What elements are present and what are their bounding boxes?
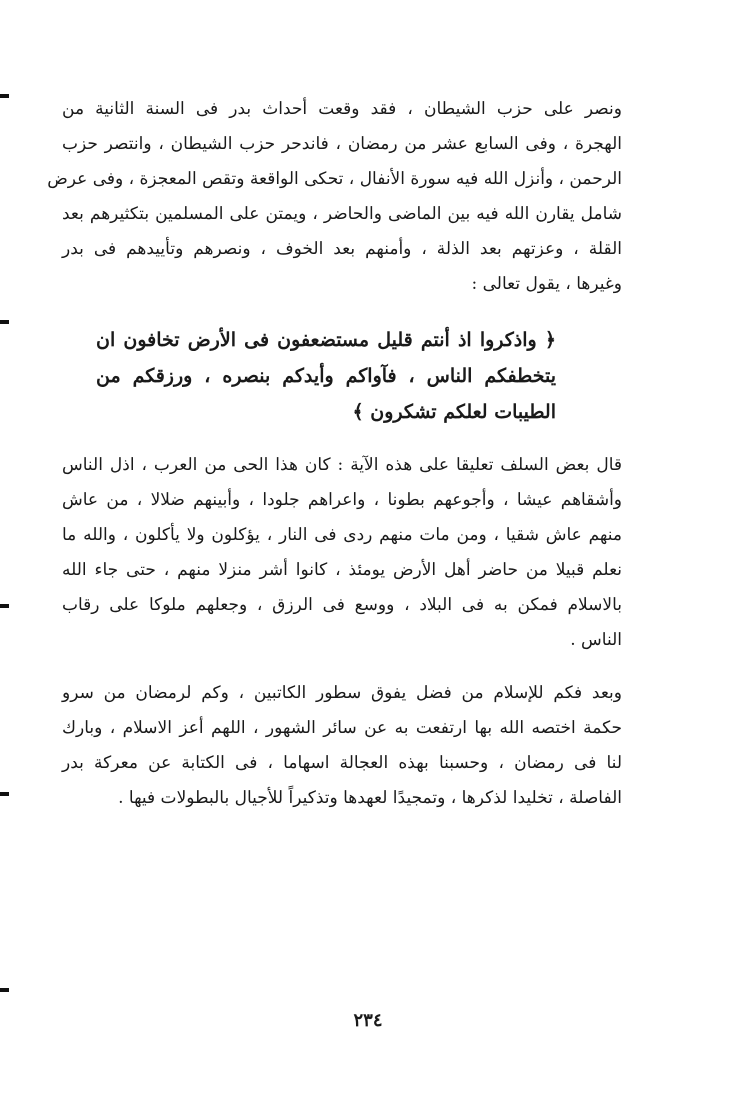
text-line: الهجرة ، وفى السابع عشر من رمضان ، فاندحر حزب الشيطان ، وانتصر حزب	[62, 134, 622, 154]
text-line: وأشقاهم عيشا ، وأجوعهم بطونا ، واعراهم جلودا ، وأبينهم ضلالا ، من عاش	[62, 490, 622, 510]
margin-mark	[0, 988, 9, 992]
verse-line: يتخطفكم الناس ، فآواكم وأيدكم بنصره ، ورزقكم من	[96, 365, 556, 387]
margin-mark	[0, 792, 9, 796]
margin-mark	[0, 94, 9, 98]
margin-mark	[0, 604, 9, 608]
text-line: بالاسلام فمكن به فى البلاد ، ووسع فى الرزق ، وجعلهم ملوكا على رقاب	[62, 595, 622, 615]
paragraph-3	[62, 676, 622, 816]
verse-line: الطيبات لعلكم تشكرون ﴾	[352, 401, 556, 423]
text-line: قال بعض السلف تعليقا على هذه الآية : كان هذا الحى من العرب ، اذل الناس	[62, 455, 622, 475]
text-line: الفاصلة ، تخليدا لذكرها ، وتمجيدًا لعهدها وتذكيراً للأجيال بالبطولات فيها .	[118, 788, 622, 808]
text-line: الناس .	[570, 630, 622, 650]
quran-verse	[96, 322, 556, 430]
margin-mark	[0, 320, 9, 324]
text-line: نعلم قبيلا من حاضر أهل الأرض يومئذ ، كانوا أشر منزلا منهم ، حتى جاء الله	[62, 560, 622, 580]
text-line: الرحمن ، وأنزل الله فيه سورة الأنفال ، تحكى الواقعة وتقص المعجزة ، وفى عرض	[47, 169, 622, 189]
paragraph-2	[62, 448, 622, 658]
text-line: وبعد فكم للإسلام من فضل يفوق سطور الكاتبين ، وكم لرمضان من سرو	[62, 683, 622, 703]
text-line: شامل يقارن الله فيه بين الماضى والحاضر ، ويمتن على المسلمين بتكثيرهم بعد	[62, 204, 622, 224]
page-number: ٢٣٤	[353, 1010, 383, 1031]
text-line: منهم عاش شقيا ، ومن مات منهم ردى فى النار ، يؤكلون ولا يأكلون ، والله ما	[62, 525, 622, 545]
text-line: القلة ، وعزتهم بعد الذلة ، وأمنهم بعد الخوف ، ونصرهم وتأييدهم فى بدر	[62, 239, 622, 259]
verse-line: ﴿ واذكروا اذ أنتم قليل مستضعفون فى الأرض تخافون ان	[96, 329, 556, 351]
text-line: ونصر على حزب الشيطان ، فقد وقعت أحداث بدر فى السنة الثانية من	[62, 99, 622, 119]
paragraph-1	[47, 92, 622, 302]
text-line: حكمة اختصه الله بها ارتفعت به عن سائر الشهور ، اللهم أعز الاسلام ، وبارك	[62, 718, 622, 738]
text-line: لنا فى رمضان ، وحسبنا بهذه العجالة اسهاما ، فى الكتابة عن معركة بدر	[62, 753, 622, 773]
text-line: وغيرها ، يقول تعالى :	[471, 274, 622, 294]
